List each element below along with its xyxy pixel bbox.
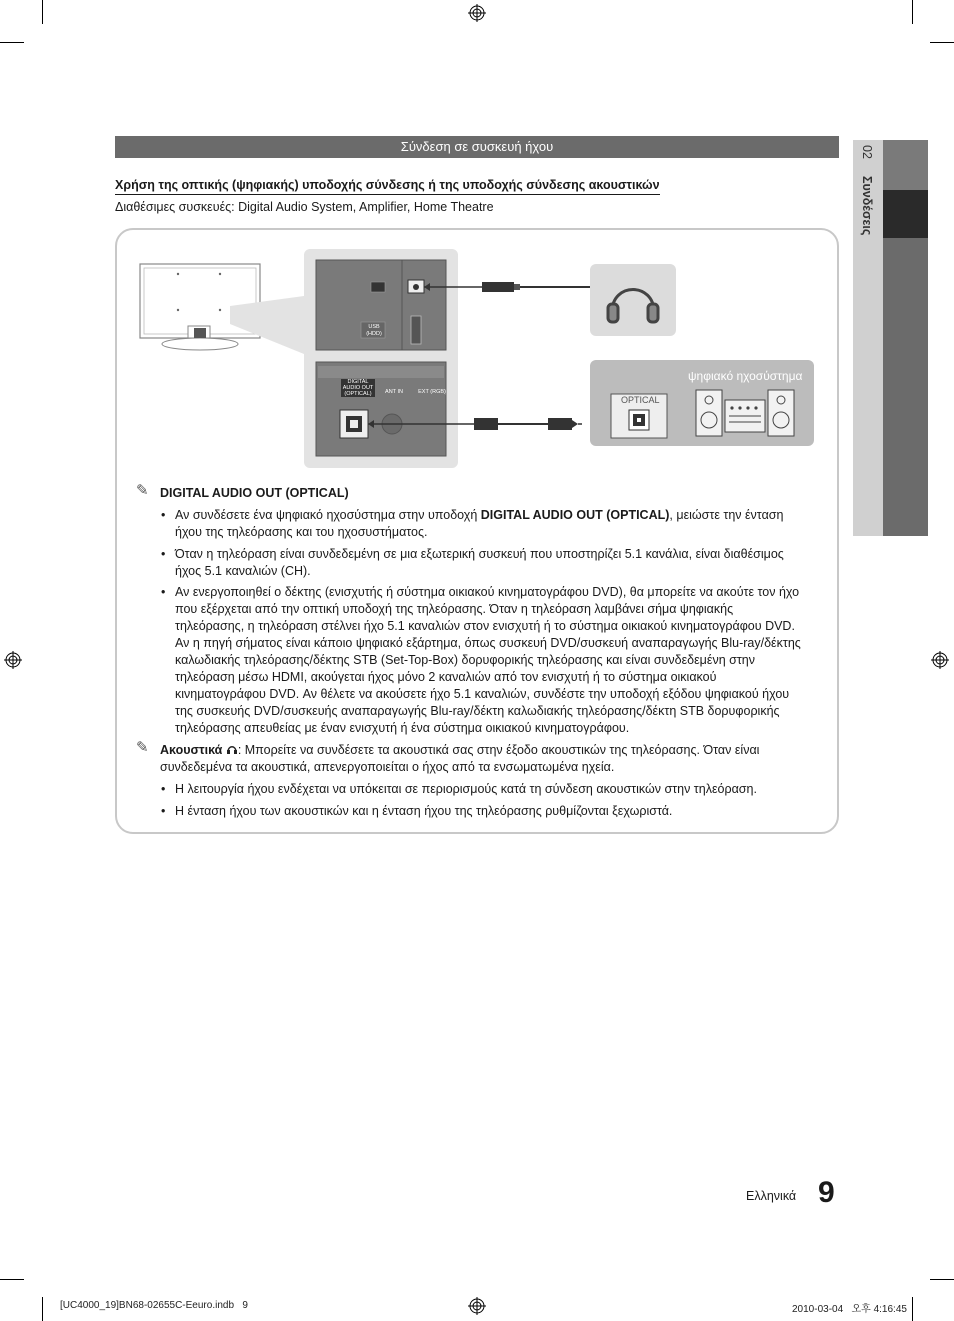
ext-rgb-port-label: EXT (RGB) bbox=[418, 389, 446, 395]
optical-port-label: OPTICAL bbox=[621, 395, 660, 405]
section-title: Σύνδεση σε συσκευή ήχου bbox=[115, 136, 839, 158]
registration-mark-icon bbox=[931, 651, 949, 669]
note-pencil-icon: ✎ bbox=[136, 482, 149, 499]
crop-mark bbox=[42, 0, 43, 24]
headphones-note: Ακουστικά : Μπορείτε να συνδέσετε τα ακουστικά σας στην έξοδο ακουστικών της τηλεόρασης. Όταν είναι συνδεδεμένα τα ακουστικά, απενεργοποιείται ο ήχος από τα ενσωματωμένα ηχεία. bbox=[160, 743, 760, 774]
list-item: • Αν ενεργοποιηθεί ο δέκτης (ενισχυτής ή σύστημα οικιακού κινηματογράφου DVD), θα μπορείτε να ακούτε τον ήχο που εξέρχεται από την οπτική υποδοχή της τηλεόρασης. Όταν η τηλεόραση λαμβάνει σήμα ψηφιακής τηλεόρασης, η τηλεόραση στέλνει ήχο 5.1 καναλιών στον ενισχυτή ή το σύστημα οικιακού κινηματογράφου DVD. Αν η πηγή σήματος είναι κάποιο ψηφιακό εξάρτημα, όπως συσκευή DVD/συσκευή αναπαραγωγής Blu-ray/δέκτης καλωδιακής τηλεόρασης/δέκτης STB (Set-Top-Box) δορυφορικής τηλεόρασης και είναι συνδεδεμένη στην τηλεόραση μέσω HDMI, ακούγεται ήχος μόνο 2 καναλιών από τον ενισχυτή ή το σύστημα οικιακού κινηματογράφου DVD. Αν θέλετε να ακούσετε ήχο 5.1 καναλιών, συνδέστε την υποδοχή εξόδου ψηφιακού ήχου της συσκευής DVD/συσκευής αναπαραγωγής Blu-ray/δέκτη καλωδιακής τηλεόρασης/δέκτη STB δορυφορικής τηλεόρασης απευθείας με έναν ενισχυτή ή ένα σύστημα οικιακού κινηματογράφου. bbox=[175, 584, 805, 737]
crop-mark bbox=[930, 1279, 954, 1280]
list-item: • Η λειτουργία ήχου ενδέχεται να υπόκειται σε περιορισμούς κατά τη σύνδεση ακουστικών στην τηλεόραση. bbox=[175, 781, 805, 798]
chapter-tab-block-active bbox=[883, 190, 928, 238]
registration-mark-icon bbox=[468, 4, 486, 22]
page-number: 9 bbox=[818, 1176, 835, 1209]
list-item: • Αν συνδέσετε ένα ψηφιακό ηχοσύστημα στην υποδοχή DIGITAL AUDIO OUT (OPTICAL), μειώστε την ένταση ήχου της τηλεόρασης και του ηχοσυστήματος. bbox=[175, 507, 805, 541]
crop-mark bbox=[0, 1279, 24, 1280]
list-item: • Όταν η τηλεόραση είναι συνδεδεμένη σε μια εξωτερική συσκευή που υποστηρίζει 5.1 κανάλια, είναι διαθέσιμος ήχος 5.1 καναλιών (CH). bbox=[175, 546, 805, 580]
chapter-tab-block bbox=[883, 238, 928, 536]
digital-audio-out-port-label: DIGITAL AUDIO OUT (OPTICAL) bbox=[342, 379, 374, 397]
registration-mark-icon bbox=[4, 651, 22, 669]
headphones-icon bbox=[226, 744, 238, 755]
footer-language: Ελληνικά bbox=[746, 1189, 797, 1203]
digital-out-note-title: DIGITAL AUDIO OUT (OPTICAL) bbox=[160, 486, 349, 500]
list-item: • Η ένταση ήχου των ακουστικών και η ένταση ήχου της τηλεόρασης ρυθμίζονται ξεχωριστά. bbox=[175, 803, 805, 820]
registration-mark-icon bbox=[468, 1297, 486, 1315]
note-pencil-icon: ✎ bbox=[136, 739, 149, 756]
usb-port-label: USB bbox=[368, 324, 380, 330]
print-slug-timestamp: 2010-03-04 오후 4:16:45 bbox=[792, 1304, 907, 1315]
crop-mark bbox=[930, 42, 954, 43]
crop-mark bbox=[42, 1297, 43, 1321]
crop-mark bbox=[0, 42, 24, 43]
connection-diagram bbox=[130, 244, 820, 476]
usb-port-sublabel: (HDD) bbox=[366, 331, 382, 337]
sub-heading: Χρήση της οπτικής (ψηφιακής) υποδοχής σύνδεσης ή της υποδοχής σύνδεσης ακουστικών bbox=[115, 178, 660, 195]
chapter-tab-block bbox=[883, 140, 928, 190]
crop-mark bbox=[912, 1297, 913, 1321]
crop-mark bbox=[912, 0, 913, 24]
print-slug-file: [UC4000_19]BN68-02655C-Eeuro.indb 9 bbox=[60, 1300, 248, 1311]
chapter-number: 02 bbox=[860, 145, 874, 159]
chapter-label: Συνδέσεις bbox=[860, 176, 874, 236]
available-devices: Διαθέσιμες συσκευές: Digital Audio System, Amplifier, Home Theatre bbox=[115, 200, 494, 214]
audio-system-label: ψηφιακό ηχοσύστημα bbox=[688, 369, 803, 383]
ant-in-port-label: ANT IN bbox=[382, 389, 406, 395]
